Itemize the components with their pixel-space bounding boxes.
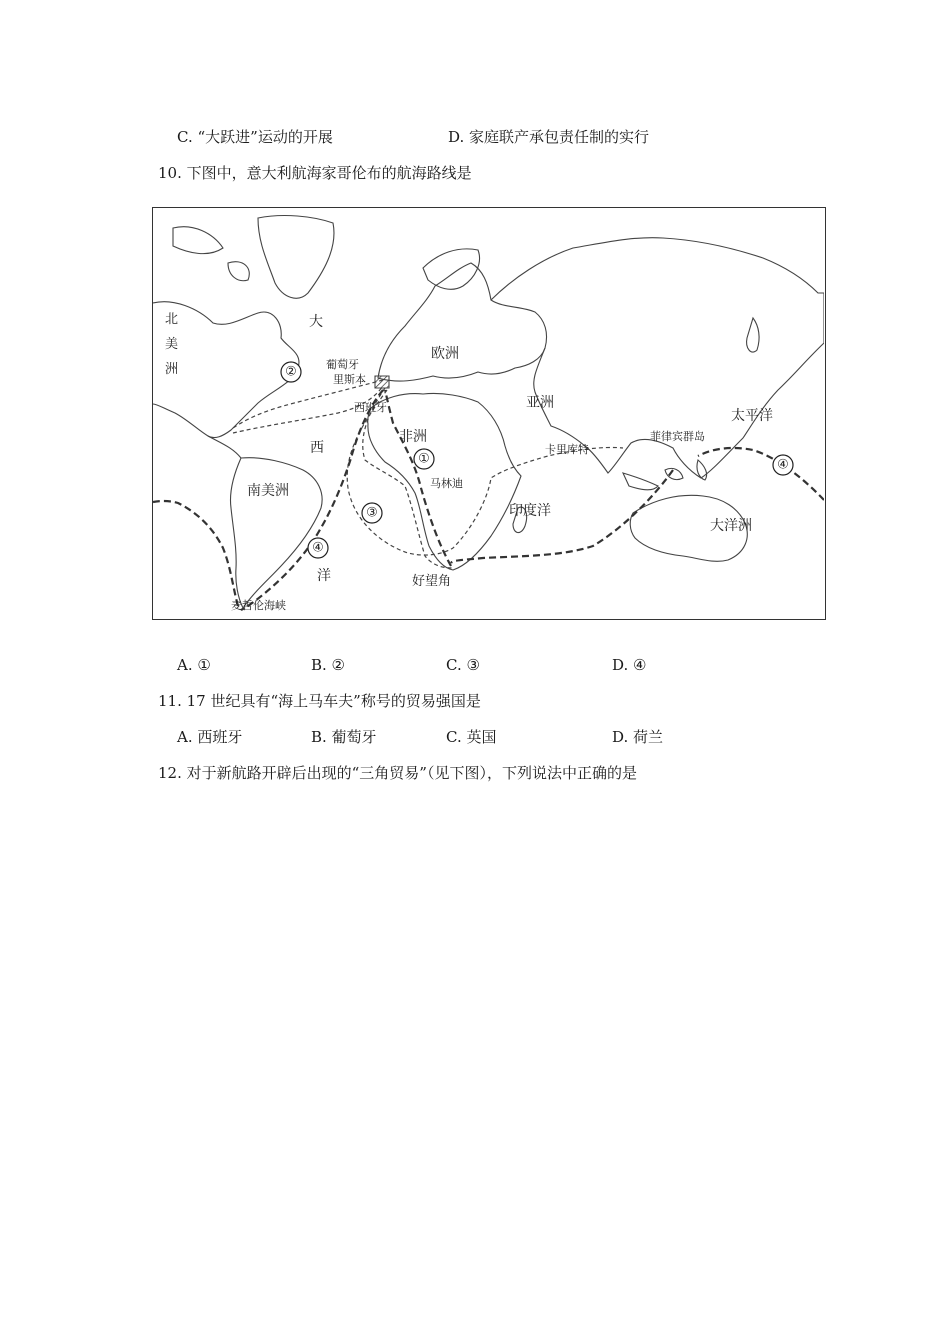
label-calicut: 卡里库特	[545, 443, 589, 456]
label-portugal: 葡萄牙	[326, 358, 359, 371]
label-lisbon: 里斯本	[333, 373, 366, 386]
label-malindi: 马林迪	[430, 477, 463, 490]
scandinavia-coast	[423, 249, 480, 289]
japan-islands	[747, 318, 759, 352]
q9-option-c: C. “大跃进”运动的开展	[177, 128, 333, 146]
label-spain: 西班牙	[354, 401, 387, 414]
route-4-magellan-pacific-west	[698, 448, 824, 500]
svg-text:④: ④	[777, 457, 789, 473]
route-4-magellan-pacific-east	[153, 501, 238, 606]
q11-option-c: C. 英国	[446, 728, 497, 746]
label-north-america-1: 北	[165, 312, 179, 327]
marker-3	[362, 503, 382, 523]
arctic-islands	[173, 227, 249, 281]
q10-option-c: C. ③	[446, 656, 480, 674]
q11-option-b: B. 葡萄牙	[311, 728, 377, 746]
label-magellan-strait: 麦哲伦海峡	[231, 599, 286, 612]
label-atlantic-yang: 洋	[317, 568, 331, 584]
label-north-america-3: 洲	[165, 362, 179, 377]
svg-text:②: ②	[285, 364, 297, 380]
marker-4-atlantic	[308, 538, 328, 558]
label-south-america: 南美洲	[247, 483, 289, 499]
q11-option-a: A. 西班牙	[177, 728, 243, 746]
world-map-svg	[153, 208, 824, 618]
marker-4-pacific	[773, 455, 793, 475]
europe-coast	[378, 263, 547, 381]
label-philippines: 菲律宾群岛	[650, 430, 705, 443]
svg-text:①: ①	[418, 451, 430, 467]
label-north-america-2: 美	[165, 337, 179, 352]
label-cape: 好望角	[412, 574, 452, 589]
q9-option-d: D. 家庭联产承包责任制的实行	[448, 128, 650, 146]
q11-stem: 11. 17 世纪具有“海上马车夫”称号的贸易强国是	[158, 692, 481, 710]
label-oceania: 大洋洲	[710, 518, 752, 534]
south-america-coast	[230, 458, 322, 608]
label-europe: 欧洲	[431, 346, 459, 362]
svg-text:③: ③	[366, 505, 378, 521]
marker-2	[281, 362, 301, 382]
q10-stem: 10. 下图中，意大利航海家哥伦布的航海路线是	[158, 164, 472, 182]
iberia-lisbon-hatch	[375, 376, 389, 388]
label-asia: 亚洲	[526, 395, 554, 411]
label-atlantic-xi: 西	[310, 440, 324, 456]
q11-option-d: D. 荷兰	[612, 728, 664, 746]
central-america-coast	[208, 436, 241, 458]
greenland-coast	[258, 216, 334, 299]
route-4-magellan-indian	[451, 470, 673, 563]
route-4-magellan-atlantic	[241, 390, 383, 610]
label-pacific: 太平洋	[731, 408, 773, 424]
marker-1	[414, 449, 434, 469]
label-africa: 非洲	[399, 429, 427, 445]
svg-text:④: ④	[312, 540, 324, 556]
world-map-figure	[152, 207, 826, 620]
route-3-dagama	[347, 390, 623, 555]
label-atlantic-da: 大	[309, 314, 323, 330]
indonesia-islands	[623, 460, 707, 490]
q10-option-b: B. ②	[311, 656, 346, 674]
q10-option-a: A. ①	[177, 656, 211, 674]
q10-option-d: D. ④	[612, 656, 647, 674]
q12-stem: 12. 对于新航路开辟后出现的“三角贸易”（见下图），下列说法中正确的是	[158, 764, 637, 782]
label-indian-ocean: 印度洋	[509, 503, 551, 519]
